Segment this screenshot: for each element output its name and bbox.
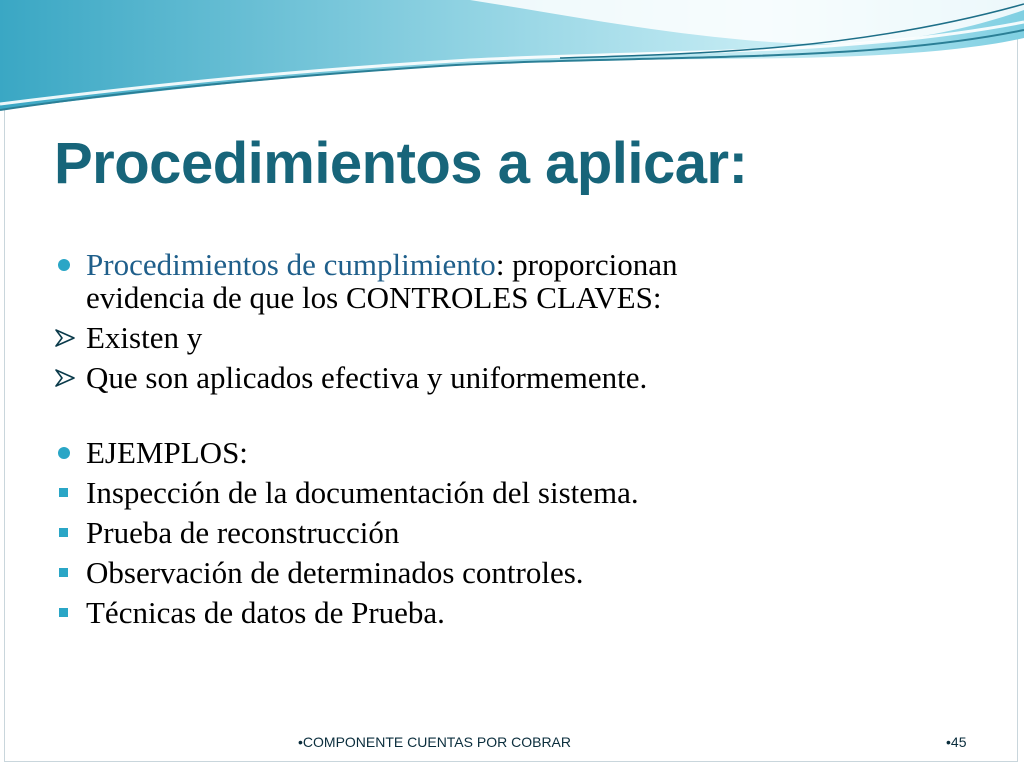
intro-text: : proporcionan <box>495 247 678 282</box>
arrow-bullet-icon <box>50 321 80 354</box>
example-item <box>50 556 950 589</box>
header-wave-decoration <box>0 0 1024 120</box>
arrow-bullet-icon <box>50 361 80 394</box>
slide-body <box>50 248 950 629</box>
example-item-label: Técnicas de datos de Prueba. <box>86 595 445 630</box>
examples-heading: EJEMPLOS: <box>86 435 248 470</box>
intro-text-line2: evidencia de que los CONTROLES CLAVES: <box>86 280 662 315</box>
square-bullet-icon <box>50 516 80 549</box>
arrow-item-label: Que son aplicados efectiva y uniformemente. <box>86 360 648 395</box>
example-item-label: Inspección de la documentación del sistema. <box>86 475 639 510</box>
arrow-item-label: Existen y <box>86 320 203 355</box>
square-bullet-icon <box>50 556 80 589</box>
slide-title: Procedimientos a aplicar: <box>54 131 748 196</box>
square-bullet-icon <box>50 596 80 629</box>
example-item-label: Prueba de reconstrucción <box>86 515 400 550</box>
round-bullet-icon <box>50 248 80 281</box>
intro-highlight-text: Procedimientos de cumplimiento <box>86 247 496 282</box>
round-bullet-icon <box>50 436 80 469</box>
example-item-label: Observación de determinados controles. <box>86 555 584 590</box>
footer-title: •COMPONENTE CUENTAS POR COBRAR <box>298 734 571 750</box>
slide-number: •45 <box>946 734 967 750</box>
example-item <box>50 476 950 509</box>
bullet-item-examples-heading <box>50 436 950 469</box>
example-item <box>50 596 950 629</box>
arrow-item <box>50 361 950 394</box>
square-bullet-icon <box>50 476 80 509</box>
arrow-item <box>50 321 950 354</box>
bullet-item-intro <box>50 248 950 314</box>
example-item <box>50 516 950 549</box>
